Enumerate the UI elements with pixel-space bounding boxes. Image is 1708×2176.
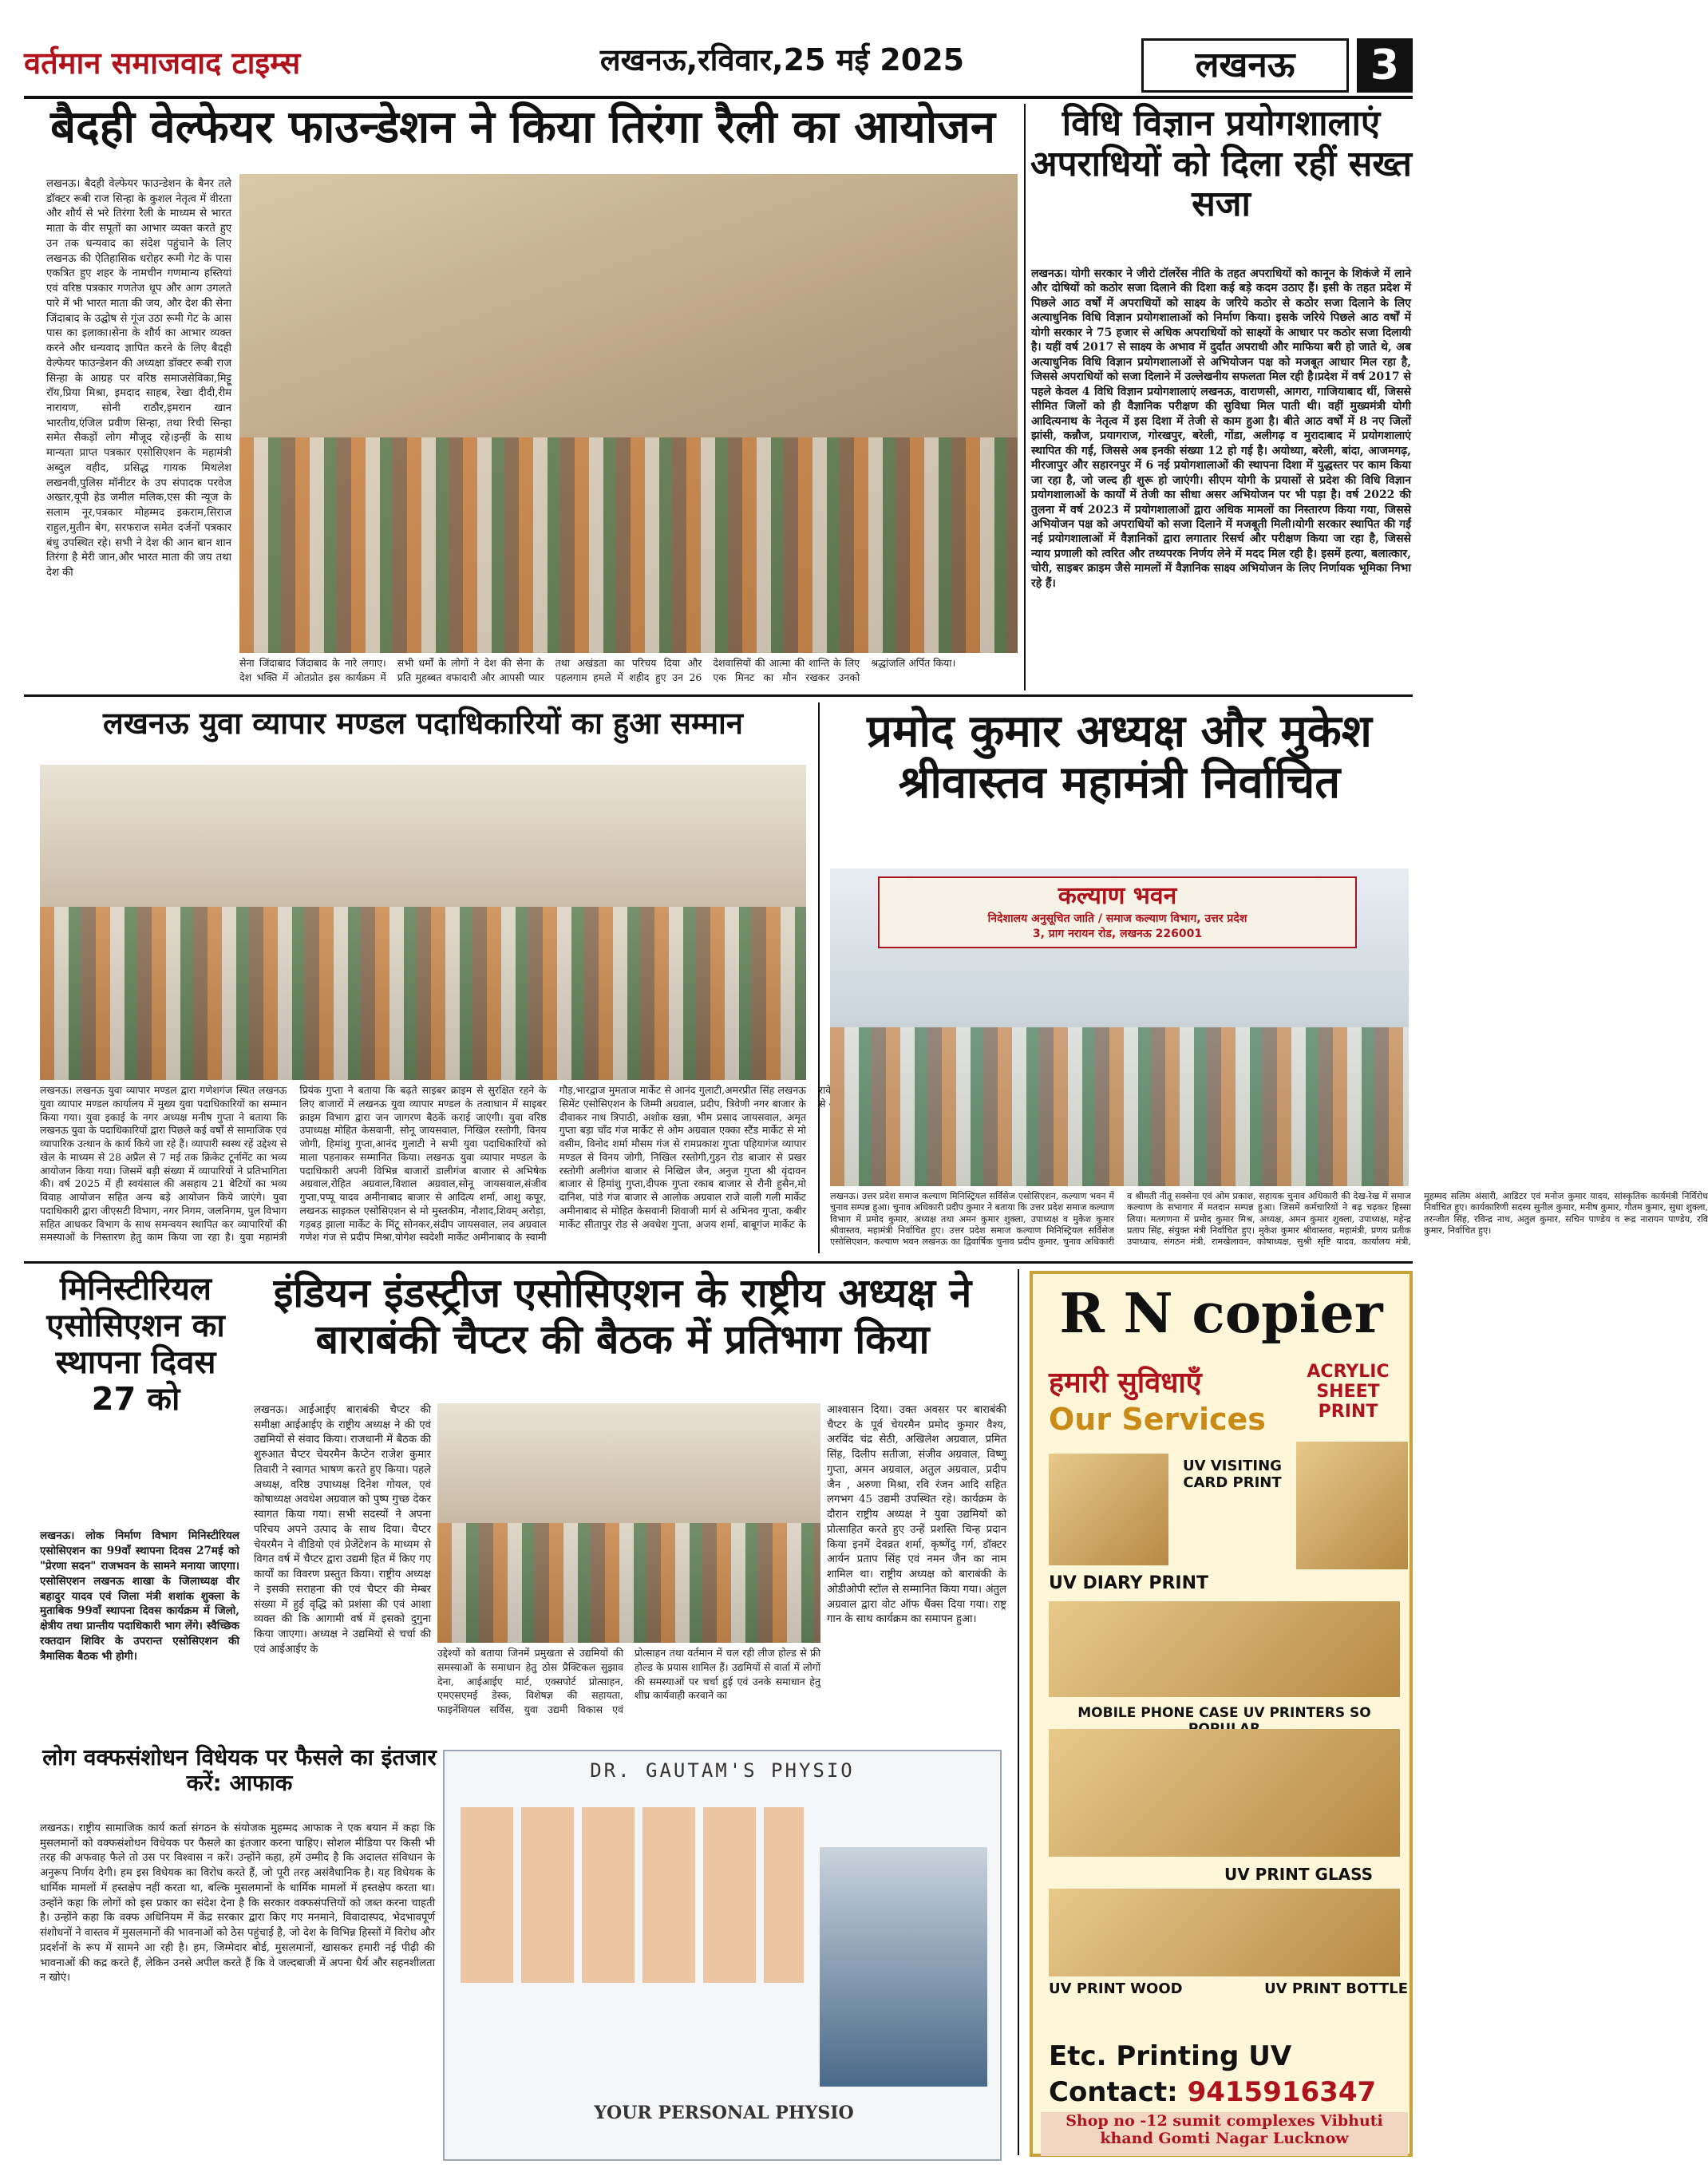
ad-rn-contact-label: Contact:	[1049, 2076, 1178, 2108]
page-number: 3	[1357, 38, 1413, 93]
story3-headline: लखनऊ युवा व्यापार मण्डल पदाधिकारियों का हुआ सम्मान	[103, 706, 743, 741]
ad-rn-contact	[1049, 2076, 1400, 2108]
ad-physio-pain-grid	[461, 1807, 804, 1983]
story3-photo-felicitation	[40, 765, 806, 1080]
section-rule-2	[24, 1261, 1413, 1264]
story6-body-left: लखनऊ। आईआईए बाराबंकी चैप्टर की समीक्षा आईआईए के राष्ट्रीय अध्यक्ष ने की एवं उद्यमियों से संवाद किया। राजधानी में बैठक की शुरुआत चैप्टर चेयरमैन कैप्टेन राजेश कुमार तिवारी ने स्वागत भाषण करते हुए किया। पहले अध्यक्ष, वरिष्ठ उपाध्यक्ष दिनेश गोयल, एवं कोषाध्यक्ष अवधेश अग्रवाल को पुष्प गुच्छ देकर स्वागत किया गया। सभी सदस्यों ने अपना परिचय अपने उत्पाद के साथ दिया। चैप्टर चेयरमैन ने वीडियो एवं प्रेजेंटेशन के माध्यम से विगत वर्ष में चैप्टर द्वारा उद्यमी हित में किए गए कार्यों का विवरण प्रस्तुत किया। राष्ट्रीय अध्यक्ष ने इसकी सराहना की एवं चैप्टर की मेम्बर संख्या में हुई वृद्धि को प्रशंसा की एवं आशा व्यक्त की कि आगामी वर्ष में इसको दुगुना किया जाएगा। अध्यक्ष ने उद्यमियों से चर्चा की एवं आईआईए के	[254, 1404, 431, 1656]
story6-headline: इंडियन इंडस्ट्रीज एसोसिएशन के राष्ट्रीय अध्यक्ष ने बाराबंकी चैप्टर की बैठक में प्रतिभाग किया	[273, 1270, 972, 1363]
story6-body-right: आश्वासन दिया। उक्त अवसर पर बाराबंकी चैप्टर के पूर्व चेयरमैन प्रमोद कुमार वैश्य, अरविंद चंद्र सेठी, अखिलेश अग्रवाल, प्रमित सिंह, दिलीप सतीजा, संजीव अग्रवाल, विष्णु गुप्ता, अमन अग्रवाल, अतुल अग्रवाल, प्रदीप जैन , अरुणा मिश्रा, रवि रंजन आदि सहित लगभग 45 उद्यमी उपस्थित रहे। कार्यक्रम के दौरान राष्ट्रीय अध्यक्ष ने युवा उद्यमियों को प्रोत्साहित करते हुए उन्हें प्रशस्ति चिन्ह प्रदान किया इनमें देवव्रत शर्मा, कृष्णेंदु गर्ग, डॉक्टर आर्यन प्रताप सिंह एवं नमन जैन का नाम शामिल था। राष्ट्रीय अध्यक्ष को बाराबंकी के ओडीओपी स्टॉल से सम्मानित किया गया। अंतुल अग्रवाल द्वारा वोट ऑफ थैंक्स दिया गया। राष्ट्र गान के साथ कार्यक्रम का समापन हुआ।	[827, 1404, 1006, 1626]
ad-rn-product-image-5	[1049, 1889, 1400, 1976]
ad-rn-product-image-1	[1049, 1454, 1168, 1565]
ad-rn-hindi-heading: हमारी सुविधाएँ	[1049, 1367, 1202, 1399]
story1-body: लखनऊ। बैदही वेल्फेयर फाउन्डेशन के बैनर तले डॉक्टर रूबी राज सिन्हा के कुशल नेतृत्व में वीरता और शौर्य से भरे तिरंगा रैली के माध्यम से भारत माता के वीर सपूतों का आभार व्यक्त करते हुए उन तक धन्यवाद का संदेश पहुंचाने के लिए लखनऊ की ऐतिहासिक धरोहर रूमी गेट के पास एकत्रित हुए शहर के नामचीन गणमान्य हस्तियां एवं वरिष्ठ पत्रकार गणतेज धूप और आग उगलते पारे में भी भारत माता की जय, और देश की सेना जिंदाबाद के उद्घोष से गूंज उठा रूमी गेट के आस पास का इलाका।सेना के शौर्य का आभार व्यक्त करने और धन्यवाद ज्ञापित करने के लिए बैदही वेल्फेयर फाउन्डेशन की अध्यक्षा डॉक्टर रूबी राज सिन्हा के आग्रह पर वरिष्ठ समाजसेविका,मिट्टू रॉय,प्रिया मिश्रा, इमदाद साहब, रेखा दीदी,रीम नारायण, सोनी राठौर,इमरान खान भारतीय,एंजिल प्रवीण सिन्हा, तथा रिची सिन्हा समेत सैकड़ों लोग मौजूद रहे।इन्हीं के साथ मान्यता प्राप्त पत्रकार एसोसिएशन के महामंत्री अब्दुल वहीद, प्रसिद्ध गायक मिथलेश लखनवी,पुलिस मॉनीटर के उप संपादक परवेज अख्तर,यूपी हेड जमील मलिक,एस की न्यूज के सलाम नूर,पत्रकार मोहम्मद इकराम,सिराज राहुल,मुतीन बेग, सरफराज समेत दर्जनों पत्रकार बंधु उपस्थित रहे। सभी ने देश की आन बान शान तिरंगा है मेरी जान,और भारत माता की जय तथा देश की	[46, 178, 231, 580]
ad-rn-contact-number: 9415916347	[1187, 2076, 1377, 2108]
story1-caption: सेना जिंदाबाद जिंदाबाद के नारे लगाए।देश भक्ति में ओतप्रोत इस कार्यक्रम में सभी धर्मों के लोगों ने देश की सेना के प्रति मुहब्बत वफादारी और आपसी प्यार तथा अखंडता का परिचय दिया और पहलगाम हमले में शहीद हुए उन 26 देशवासियों की आत्मा की शान्ति के लिए एक मिनट का मौन रखकर उनको श्रद्धांजलि अर्पित किया।	[239, 657, 956, 683]
section-rule	[24, 694, 1413, 697]
story1-photo-rally	[239, 174, 1018, 653]
ad-rn-title: R N copier	[1059, 1282, 1383, 1346]
ad-physio	[443, 1750, 1002, 2161]
masthead-rule	[24, 96, 1413, 99]
story7-body: लखनऊ। राष्ट्रीय सामाजिक कार्य कर्ता संगठन के संयोजक मुहम्मद आफाक ने एक बयान में कहा कि मुसलमानों को वक्फसंशोधन विधेयक पर फैसले का इंतजार करना चाहिए। सोशल मीडिया पर किसी भी तरह की अफवाह फैले तो उस पर विश्वास न करें। उन्होंने कहा, हमें उम्मीद है कि अदालत संविधान के अनुरूप निर्णय देगी। हम इस विधेयक का विरोध करते हैं, जो पूरी तरह असंवैधानिक है। यह विधेयक के धार्मिक मामलों में हस्तक्षेप नहीं करता था, बल्कि मुसलमानों के धार्मिक मामलों में हस्तक्षेप करता था। उन्होंने कहा कि लोगों को इस प्रकार का संदेश देना है कि सरकार वक्फसंपत्तियों को जब्त करना चाहती है। उन्होंने कहा कि वक्फ अधिनियम में केंद्र सरकार द्वारा किए गए मनमाने, विवादास्पद, भेदभावपूर्ण संशोधनों ने वास्तव में मुसलमानों की भावनाओं को ठेस पहुंचाई है, जो देश के विभिन्न हिस्सों में विरोध और प्रदर्शनों के रूप में सामने आ रही है। हम, जिम्मेदार बोर्ड, मुसलमानों, खासकर हमारी नई पीढ़ी की भावनाओं की कद्र करते हैं, लेकिन उनसे अपील करते हैं कि वे जल्दबाजी में अपना धैर्य और सहनशीलता न खोएं।	[40, 1822, 435, 1984]
story4-headline: प्रमोद कुमार अध्यक्ष और मुकेश श्रीवास्तव महामंत्री निर्वाचित	[867, 706, 1372, 809]
ad-physio-tagline: YOUR PERSONAL PHYSIO	[594, 2103, 854, 2123]
story5-headline: मिनिस्टीरियल एसोसिएशन का स्थापना दिवस 27 को	[46, 1271, 225, 1418]
sign-title: कल्याण भवन	[1058, 882, 1177, 910]
column-divider	[1024, 104, 1026, 690]
story4-body: लखनऊ। उत्तर प्रदेश समाज कल्याण मिनिस्ट्रियल सर्विसेज एसोसिएशन, कल्याण भवन में चुनाव सम्पन्न हुआ। चुनाव अधिकारी प्रदीप कुमार ने बताया कि उत्तर प्रदेश समाज कल्याण विभाग में प्रमोद कुमार, अध्यक्ष तथा अमन कुमार शुक्ला, उपाध्यक्ष व मुकेश कुमार श्रीवास्तव, महामंत्री निर्वाचित हुए। उत्तर प्रदेश समाज कल्याण मिनिस्ट्रियल सर्विसेज एसोसिएशन, कल्याण भवन लखनऊ का द्विवार्षिक चुनाव प्रदीप कुमार, चुनाव अधिकारी व श्रीमती नीतू सक्सेना एवं ओम प्रकाश, सहायक चुनाव अधिकारी की देख-रेख में समाज कल्याण के सभागार में मतदान सम्पन्न हुआ। जिसमें कर्मचारियों ने बढ़ चढ़कर हिस्सा लिया। मतगणना में प्रमोद कुमार मिश्र, अध्यक्ष, अमन कुमार शुक्ला, उपाध्यक्ष, महेन्द्र प्रताप सिंह, संयुक्त मंत्री निर्वाचित हुए। मुकेश कुमार श्रीवास्तव, महामंत्री, प्रणय प्रतीक उपाध्याय, संगठन मंत्री, रामखेलावन, कोषाध्यक्ष, सुश्री सृष्टि यादव, कार्यालय मंत्री, मुहम्मद सलिम अंसारी, आडिटर एवं मनोज कुमार यादव, सांस्कृतिक कार्यमंत्री निर्विरोध निर्वाचित हुए। कार्यकारिणी सदस्य सुनील कुमार, मनीष कुमार, गौतम कुमार, सुधा शुक्ला, तरन्जीत सिंह, रविन्द्र नाथ, अतुल कुमार, सचिन पाण्डेय व रूद्र नारायन पाण्डेय, रवि कुमार, निर्वाचित हुए।	[830, 1191, 1708, 1248]
story2-body: लखनऊ। योगी सरकार ने जीरो टॉलरेंस नीति के तहत अपराधियों को कानून के शिकंजे में लाने और दोषियों को कठोर सजा दिलाने की दिशा कई बड़े कदम उठाए हैं। इसी के तहत प्रदेश में पिछले आठ वर्षों में अपराधियों को साक्ष्य के जरिये कठोर से कठोर सजा दिलाने के लिए अत्याधुनिक विधि विज्ञान प्रयोगशालाओं को निर्माण किया। इसके जरिये पिछले आठ वर्षों में योगी सरकार ने 75 हजार से अधिक अपराधियों को साक्ष्यों के आधार पर कठोर सजा दिलायी है। यहीं वर्ष 2017 से साक्ष्य के अभाव में दुर्दांत अपराधी और माफिया बरी हो जाते थे, अब अत्याधुनिक विधि विज्ञान प्रयोगशालाओं से अभियोजन पक्ष को मजबूत आधार मिल रहा है, जिससे अपराधियों को सजा दिलाने में उल्लेखनीय सफलता मिल रही है।प्रदेश में वर्ष 2017 से पहले केवल 4 विधि विज्ञान प्रयोगशालाएं लखनऊ, वाराणसी, आगरा, गाजियाबाद थीं, जिससे सीमित जिलों को ही वैज्ञानिक परीक्षण की सुविधा मिल पाती थी। वहीं मुख्यमंत्री योगी आदित्यनाथ के नेतृत्व में इस दिशा में तेजी से काम हुआ है। बीते आठ वर्षों में 8 नए जिलों झांसी, कन्नौज, प्रयागराज, गोरखपुर, बरेली, गोंडा, अलीगढ़ व मुरादाबाद में प्रयोगशालाएं स्थापित की गईं, जिससे अब इनकी संख्या 12 हो गई है। अयोध्या, बरेली, बांदा, आजमगढ़, मीरजापुर और सहारनपुर में 6 नई प्रयोगशालाओं की स्थापना दिशा में युद्धस्तर पर काम किया जा रहा है, जो जल्द ही शुरू हो जाएंगी। सीएम योगी के प्रयासों से प्रदेश की विधि विज्ञान प्रयोगशालाओं के कार्यों में तेजी का सीधा असर अभियोजन पर भी पड़ा है। वर्ष 2022 की तुलना में वर्ष 2023 में प्रयोगशालाओं द्वारा अधिक मामलों का निस्तारण किया गया, जिससे अभियोजन पक्ष को अपराधियों को सजा दिलाने में मजबूती मिली।योगी सरकार स्थापित की गईं नई प्रयोगशालाओं में वैज्ञानिकों द्वारा लगातार रिसर्च और परीक्षण किया जा रहा है, जिससे न्याय प्रणाली को त्वरित और तथ्यपरक निर्णय लेने में मदद मिल रही है। इसमें हत्या, बलात्कार, चोरी, साइबर क्राइम जैसे मामलों में वैज्ञानिक साक्ष्य अभियोजन के लिए निर्णायक भूमिका निभा रहे हैं।	[1031, 267, 1411, 590]
ad-rn-copier	[1030, 1271, 1413, 2157]
story7-headline: लोग वक्फसंशोधन विधेयक पर फैसले का इंतजार करें: आफाक	[42, 1744, 437, 1797]
ad-rn-item-glass: UV PRINT GLASS	[1224, 1865, 1374, 1884]
ad-rn-item-diary: UV DIARY PRINT	[1049, 1573, 1209, 1593]
masthead-paper-name: वर्तमान समाजवाद टाइम्स	[24, 45, 301, 81]
ad-rn-address: Shop no -12 sumit complexes Vibhuti khand Gomti Nagar Lucknow	[1041, 2112, 1408, 2156]
ad-rn-item-visiting-card: UV VISITING CARD PRINT	[1183, 1458, 1282, 1491]
story1-headline: बैदही वेल्फेयर फाउन्डेशन ने किया तिरंगा रैली का आयोजन	[50, 101, 995, 153]
ad-rn-item-wood: UV PRINT WOOD	[1049, 1980, 1183, 1997]
ad-rn-product-image-3	[1049, 1601, 1400, 1697]
story2-headline: विधि विज्ञान प्रयोगशालाएं अपराधियों को दिला रहीं सख्त सजा	[1030, 103, 1412, 225]
masthead-dateline: लखनऊ,रविवार,25 मई 2025	[599, 42, 965, 77]
ad-rn-services-heading: Our Services	[1049, 1402, 1266, 1437]
ad-physio-doctor-photo	[820, 1847, 987, 2087]
story5-body: लखनऊ। लोक निर्माण विभाग मिनिस्टीरियल एसोसिएशन का 99वाँ स्थापना दिवस 27मई को "प्रेरणा सदन" राजभवन के सामने मनाया जाएगा। एसोसिएशन लखनऊ शाखा के जिलाध्यक्ष वीर बहादुर यादव एवं जिला मंत्री शशांक शुक्ला के मुताबिक 99वाँ स्थापना दिवस कार्यक्रम में जिलो, क्षेत्रीय तथा प्रान्तीय पदाधिकारी भाग लेंगे। स्वैच्छिक रक्तदान शिविर के उपरान्त एसोसिएशन की त्रैमासिक बैठक भी होगी।	[40, 1529, 239, 1664]
ad-rn-product-image-4	[1049, 1729, 1400, 1857]
column-divider-3	[1018, 1269, 1019, 2155]
ad-rn-item-bottle: UV PRINT BOTTLE	[1264, 1980, 1408, 1997]
ad-rn-item-phone-case: MOBILE PHONE CASE UV PRINTERS SO	[1077, 1705, 1371, 1721]
column-divider-2	[818, 702, 820, 1253]
story4-photo-kalyan-bhawan	[830, 868, 1409, 1186]
kalyan-bhawan-sign	[878, 876, 1357, 948]
story3-body: लखनऊ। लखनऊ युवा व्यापार मण्डल द्वारा गणेशगंज स्थित लखनऊ युवा व्यापार मण्डल कार्यालय में मुख्य युवा पदाधिकारियों का सम्मान किया गया। युवा इकाई के नगर अध्यक्ष मनीष गुप्ता ने बताया कि लखनऊ युवा के पदाधिकारियों द्वारा पिछले कई वर्षों से सामाजिक एवं व्यापारिक उत्थान के कार्य किये जा रहे हैं। व्यापारी स्वस्थ रहें उद्देश्य से खेल के माध्यम से 28 अप्रैल से 7 मई तक क्रिकेट टूर्नामेंट का भव्य आयोजन किया गया। जिसमें बड़ी संख्या में व्यापारियों ने प्रतिभागिता की। वर्ष 2025 में ही स्वयंसाल की असहाय 21 बेटियों का भव्य विवाह आयोजन सहित अन्य बड़े आयोजन किये जाएंगे। युवा पदाधिकारी द्वारा जीएसटी विभाग, नगर निगम, जलनिगम, पुल विभाग सहित आधकर विभाग के साथ समन्वयन स्थापित कर व्यापारियों की समस्याओं के निस्तारण हेतु काम किया जा रहा है। युवा महामंत्री प्रियंक गुप्ता ने बताया कि बढ़ते साइबर क्राइम से सुरक्षित रहने के लिए बाजारों में लखनऊ युवा व्यापार मण्डल के तत्वाधान में साइबर क्राइम विभाग द्वारा जन जागरण बैठकें कराई जाएंगी। युवा वरिष्ठ उपाध्यक्ष मोहित केसवानी, सोनू जायसवाल, निखिल रस्तोगी, विनय जोगी, हिमांशु गुप्ता,आनंद गुलाटी ने सभी युवा पदाधिकारियों को माला पहनाकर सम्मानित किया। लखनऊ युवा व्यापार मण्डल के पदाधिकारी अपनी विभिन्न बाजारों डालीगंज बाजार से अभिषेक अग्रवाल,रोहित अग्रवाल,विशाल अग्रवाल,सोनू जायसवाल,संजीव गुप्ता,पप्पू यादव अमीनाबाद बाजार से आदित्य शर्मा, आशु कपूर, लखनऊ साइकल एसोसिएशन से मो मुस्तकीम, नौशाद,शिवम् अरोड़ा, गड़बड़ झाला मार्केट के मिंटू सोनकर,संदीप जायसवाल, लव अग्रवाल गणेश गंज से प्रदीप मिश्रा,योगेश स्वदेशी मार्केट अमीनाबाद के स्वामी गौड़,भारद्वाज मुमताज मार्केट से आनंद गुलाटी,अमरप्रीत सिंह लखनऊ सिमेंट एसोसिएशन के जिम्मी अग्रवाल, प्रदीप, त्रिवेणी नगर बाजार के दीवाकर नाथ त्रिपाठी, अशोक खन्ना, भीम प्रसाद जायसवाल, अमृत गुप्ता बड़ा चाँद गंज मार्केट से ओम अग्रवाल एक्का स्टैंड मार्केट से मो वसीम, विनोद शर्मा मौसम गंज से रामप्रकाश गुप्ता पहियागंज व्यापार मण्डल से विनय जोगी, निखिल रस्तोगी,गुड़न रोड बाजार से प्रखर रस्तोगी अलीगंज बाजार से निखिल जैन, अनुज गुप्ता श्री वृंदावन बाजार से हिमांशु गुप्ता,दीपक गुप्ता रकाब बाजार से रौनी हुसैन,मो दानिश, पांडे गंज बाजार से आलोक अग्रवाल राजे वाली गली मार्केट अमीनाबाद से मोहित केसवानी शिवाजी मार्ग से अभिनव गुप्ता, कबीर मार्केट सीतापुर रोड से अवधेश गुप्ता, अजय शर्मा, बाबूगंज मार्केट के से	[40, 1084, 826, 1244]
masthead-city: लखनऊ	[1141, 38, 1349, 93]
sign-line2: 3, प्राग नरायन रोड, लखनऊ 226001	[1032, 928, 1203, 940]
ad-rn-product-image-2	[1296, 1442, 1408, 1569]
ad-rn-item-etc: Etc. Printing UV	[1049, 2040, 1292, 2072]
story6-caption: उद्देश्यों को बताया जिनमें प्रमुखता से उद्यमियों की समस्याओं के समाधान हेतु ठोस प्रैक्टिकल सुझाव देना, आईआईए मार्ट, एक्सपोर्ट प्रोत्साहन, एमएसएमई डेस्क, विशेषज्ञ की सहायता, फाइनेंशियल सर्विस, युवा उद्यमी विकास एवं प्रोत्साहन तथा वर्तमान में चल रही लीज होल्ड से फ्री होल्ड के प्रयास शामिल हैं। उद्यमियों से वार्ता में लोगों की समस्याओं पर चर्चा हुई एवं उनके समाधान हेतु शीघ्र कार्यवाही करवाने का	[437, 1647, 820, 1715]
sign-line1: निदेशालय अनुसूचित जाति / समाज कल्याण विभाग, उत्तर प्रदेश	[987, 912, 1247, 925]
ad-rn-item-acrylic: ACRYLIC SHEET PRINT	[1307, 1362, 1390, 1422]
ad-physio-title: DR. GAUTAM'S PHYSIO	[590, 1759, 855, 1782]
story6-photo-meeting	[437, 1403, 820, 1643]
